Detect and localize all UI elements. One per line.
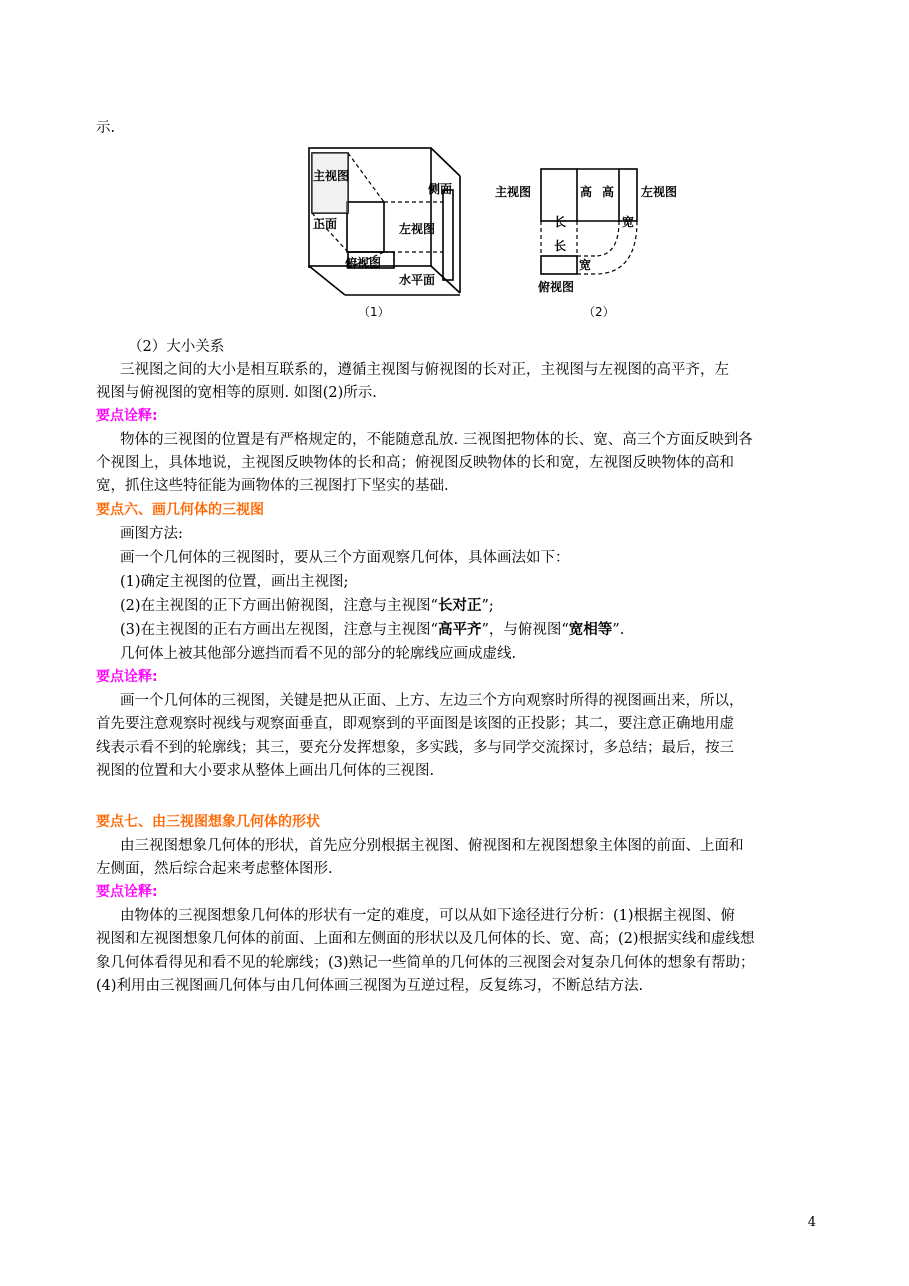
step2-post: ”;: [481, 598, 494, 614]
point7-header: 要点七、由三视图想象几何体的形状: [96, 814, 320, 830]
page-number: 4: [807, 1215, 816, 1230]
note1-line1: 物体的三视图的位置是有严格规定的，不能随意乱放. 三视图把物体的长、宽、高三个方面反映到各: [120, 432, 753, 448]
point7-line2: 左侧面，然后综合起来考虑整体图形.: [96, 861, 333, 877]
note3-line2: 视图和左视图想象几何体的前面、上面和左侧面的形状以及几何体的长、宽、高；(2)根据实线和虚线想: [96, 931, 755, 947]
section-size-p2: 视图与俯视图的宽相等的原则. 如图(2)所示.: [96, 385, 377, 401]
label-width-2: 宽: [579, 258, 592, 272]
note3-header: 要点诠释:: [96, 884, 158, 900]
note2-line3: 线表示看不到的轮廓线；其三，要充分发挥想象，多实践，多与同学交流探讨，多总结；最后，按三: [96, 740, 734, 756]
label-front-view: 主视图: [313, 169, 350, 183]
point6-method: 画图方法:: [120, 526, 183, 542]
label-left-view-2: 左视图: [641, 185, 678, 199]
note2-line2: 首先要注意观察时视线与观察面垂直，即观察到的平面图是该图的正投影；其二，要注意正确地用虚: [96, 716, 734, 732]
note2-line1: 画一个几何体的三视图，关键是把从正面、上方、左边三个方向观察时所得的视图画出来，所以，: [120, 693, 744, 709]
figure2-caption: （2）: [583, 305, 615, 319]
point7-line1: 由三视图想象几何体的形状，首先应分别根据主视图、俯视图和左视图想象主体图的前面、上面和: [120, 838, 744, 854]
point6-step1: (1)确定主视图的位置，画出主视图;: [120, 574, 349, 590]
label-height-2: 高: [602, 185, 615, 199]
note3-line3: 象几何体看得见和看不见的轮廓线；(3)熟记一些简单的几何体的三视图会对复杂几何体的想象有帮助；: [96, 955, 755, 971]
step3-mid: ”，与俯视图“: [481, 622, 569, 638]
point6-step2: [120, 595, 850, 617]
label-front-face: 正面: [313, 217, 338, 231]
step3-post: ”.: [612, 622, 625, 638]
note2-line4: 视图的位置和大小要求从整体上画出几何体的三视图.: [96, 763, 435, 779]
step3-bold1: 高平齐: [437, 622, 482, 638]
label-top-view: 俯视图: [345, 256, 382, 270]
point6-header: 要点六、画几何体的三视图: [96, 502, 264, 518]
label-length-1: 长: [554, 215, 567, 229]
note3-line4: (4)利用由三视图画几何体与由几何体画三视图为互逆过程，反复练习，不断总结方法.: [96, 978, 644, 994]
label-front-view-2: 主视图: [495, 185, 532, 199]
label-side-face: 侧面: [428, 182, 453, 196]
point6-intro: 画一个几何体的三视图时，要从三个方面观察几何体，具体画法如下：: [120, 550, 570, 566]
top-fragment: 示.: [96, 120, 116, 136]
label-length-2: 长: [554, 239, 567, 253]
figure-projection-box: [300, 140, 470, 325]
label-horizontal-plane: 水平面: [399, 273, 436, 287]
step3-pre: (3)在主视图的正右方画出左视图，注意与主视图“: [120, 622, 438, 638]
note1-header: 要点诠释:: [96, 408, 158, 424]
note3-line1: 由物体的三视图想象几何体的形状有一定的难度，可以从如下途径进行分析：(1)根据主视图、俯: [120, 908, 736, 924]
section-size-p1: 三视图之间的大小是相互联系的，遵循主视图与俯视图的长对正，主视图与左视图的高平齐，左: [120, 362, 729, 378]
figure1-caption: （1）: [358, 305, 390, 319]
step2-bold: 长对正: [437, 598, 482, 614]
point6-step4: 几何体上被其他部分遮挡而看不见的部分的轮廓线应画成虚线.: [120, 646, 517, 662]
point6-step3: [120, 619, 850, 641]
section-size-title: （2）大小关系: [128, 339, 225, 355]
label-width-1: 宽: [622, 215, 635, 229]
label-left-view: 左视图: [399, 222, 436, 236]
step2-pre: (2)在主视图的正下方画出俯视图，注意与主视图“: [120, 598, 438, 614]
figure-three-views: [490, 160, 700, 325]
note1-line3: 宽，抓住这些特征能为画物体的三视图打下坚实的基础.: [96, 478, 449, 494]
note2-header: 要点诠释:: [96, 669, 158, 685]
step3-bold2: 宽相等: [568, 622, 613, 638]
note1-line2: 个视图上，具体地说，主视图反映物体的长和高；俯视图反映物体的长和宽，左视图反映物体的高和: [96, 455, 734, 471]
label-top-view-2: 俯视图: [538, 280, 575, 294]
label-height-1: 高: [580, 185, 593, 199]
